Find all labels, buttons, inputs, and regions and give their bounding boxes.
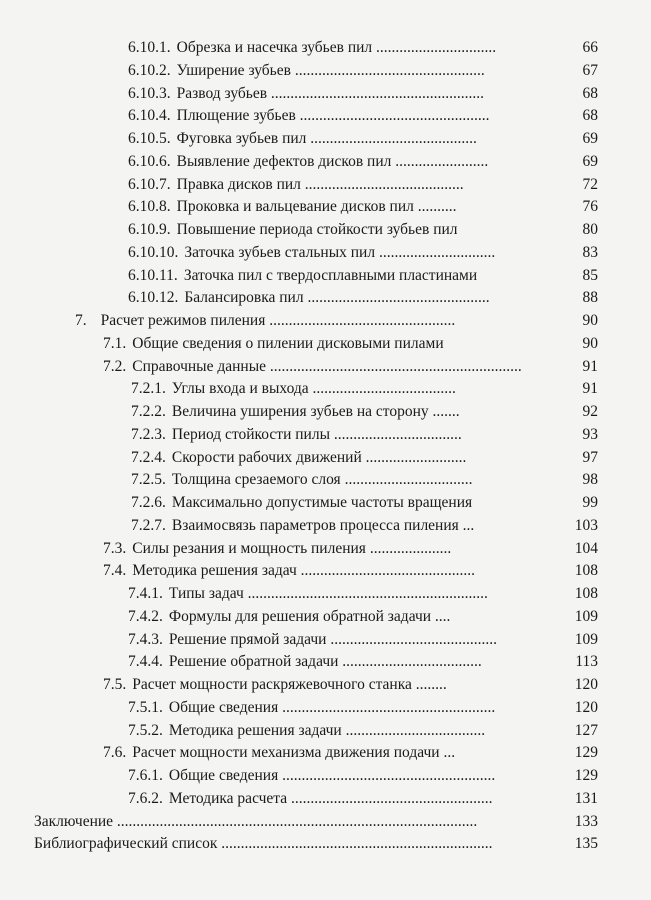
toc-entry [128, 606, 450, 629]
toc-entry-leader: ............................................. [296, 562, 476, 580]
toc-row [0, 37, 651, 60]
toc-entry [128, 60, 485, 83]
toc-entry-title: Заточка пил с твердосплавными пластинами [183, 266, 478, 284]
toc-row [0, 515, 651, 538]
toc-entry-leader: ... [439, 744, 456, 762]
toc-entry [131, 492, 472, 515]
toc-page-number: 129 [574, 744, 598, 762]
toc-row [0, 196, 651, 219]
toc-entry [128, 174, 464, 197]
toc-page-number: 103 [574, 516, 598, 534]
toc-page-number: 109 [574, 607, 598, 625]
toc-entry-title: Решение обратной задачи [168, 653, 339, 671]
toc-page-number: 131 [574, 789, 598, 807]
toc-page-number: 108 [574, 585, 598, 602]
toc-entry-title: Максимально допустимые частоты вращения [171, 494, 473, 511]
toc-entry-number: 7.2.7. [131, 516, 166, 534]
toc-entry-leader: ................................................. [295, 107, 490, 125]
toc-entry-leader: ........................ [391, 152, 489, 170]
toc-row [0, 811, 651, 834]
toc-row [0, 492, 651, 515]
toc-entry-number: 6.10.5. [128, 130, 171, 147]
toc-entry-number: 7.5.1. [128, 698, 163, 716]
toc-page-number: 83 [582, 243, 598, 261]
toc-entry-number: 7.6.1. [128, 767, 163, 784]
toc-entry [103, 560, 475, 583]
toc-entry-leader: .......................... [361, 448, 467, 466]
toc-row [0, 629, 651, 652]
toc-entry-leader: ................................................................. [265, 357, 522, 375]
toc-entry-number: 7.5. [103, 676, 127, 693]
toc-entry-title: Расчет режимов пиления [100, 312, 266, 329]
toc-entry-number: 7.4.4. [128, 653, 163, 671]
toc-entry [75, 310, 455, 333]
toc-row [0, 560, 651, 583]
toc-row [0, 83, 651, 106]
toc-entry-number: 7.2. [103, 357, 127, 375]
toc-entry-number: 7.2.4. [131, 448, 166, 466]
toc-entry [128, 128, 477, 151]
toc-page-number: 90 [582, 334, 598, 352]
toc-entry-leader: ................................................. [290, 61, 485, 79]
toc-page-number: 104 [574, 539, 598, 557]
toc-entry-title: Скорости рабочих движений [171, 448, 362, 466]
toc-entry-number: 7.4.1. [128, 585, 163, 602]
toc-entry-number: 7.2.1. [131, 380, 166, 398]
toc-entry-number: 7.5.2. [128, 721, 163, 739]
toc-entry-title: Методика расчета [168, 789, 288, 807]
toc-entry-number: 7.4. [103, 562, 127, 580]
toc-entry-title: Балансировка пил [184, 289, 304, 307]
toc-entry-title: Выявление дефектов дисков пил [176, 152, 392, 170]
toc-row [0, 469, 651, 492]
toc-page-number: 91 [582, 357, 598, 375]
toc-entry-title: Решение прямой задачи [168, 630, 327, 648]
toc-entry-leader: ............................................... [303, 289, 490, 307]
toc-entry-title: Расчет мощности раскряжевочного станка [132, 676, 412, 693]
toc-row [0, 447, 651, 470]
toc-entry-leader: ................................................ [265, 312, 456, 329]
toc-page-number: 120 [574, 698, 598, 716]
toc-entry-leader: .......... [413, 198, 457, 216]
toc-row [0, 606, 651, 629]
toc-page-number: 99 [582, 494, 598, 511]
toc-entry [131, 401, 460, 424]
toc-row [0, 742, 651, 765]
toc-entry-title: Формулы для решения обратной задачи [168, 607, 432, 625]
toc-page-number: 72 [582, 175, 598, 193]
toc-entry-leader: ....................................................... [267, 84, 485, 102]
toc-entry-leader: ....... [428, 403, 460, 420]
toc-entry-number: 7.2.2. [131, 403, 166, 420]
toc-entry-number: 6.10.9. [128, 221, 171, 238]
toc-entry-leader: ....................................................... [278, 698, 496, 716]
toc-row [0, 674, 651, 697]
toc-entry-number: 7.3. [103, 539, 127, 557]
toc-entry-title: Величина уширения зубьев на сторону [171, 403, 429, 420]
toc-row [0, 538, 651, 561]
toc-entry-number: 6.10.2. [128, 61, 171, 79]
toc-entry-title: Библиографический список [34, 835, 218, 853]
toc-entry [128, 287, 490, 310]
toc-page-number: 120 [574, 676, 598, 693]
toc-entry-title: Уширение зубьев [176, 61, 291, 79]
toc-row [0, 333, 651, 356]
toc-entry [131, 378, 456, 401]
toc-entry [34, 833, 493, 856]
toc-entry-title: Обрезка и насечка зубьев пил [176, 39, 373, 56]
toc-entry-leader: .............................. [375, 243, 496, 261]
toc-page-number: 69 [582, 152, 598, 170]
toc-entry-number: 6.10.12. [128, 289, 179, 307]
toc-entry-title: Заточка зубьев стальных пил [184, 243, 376, 261]
toc-entry-title: Толщина срезаемого слоя [171, 471, 341, 489]
toc-entry [128, 37, 496, 60]
toc-row [0, 401, 651, 424]
toc-entry [128, 105, 490, 128]
toc-entry [103, 356, 522, 379]
toc-row [0, 105, 651, 128]
toc-page-number: 98 [582, 471, 598, 489]
toc-entry-title: Проковка и вальцевание дисков пил [176, 198, 414, 216]
toc-page-number: 93 [582, 425, 598, 443]
toc-row [0, 151, 651, 174]
toc-entry [34, 811, 477, 834]
toc-entry [128, 765, 495, 788]
toc-entry [131, 447, 466, 470]
toc-page-number: 113 [575, 653, 598, 671]
toc-row [0, 651, 651, 674]
toc-entry [128, 151, 488, 174]
toc-entry [128, 697, 495, 720]
toc-page-number: 85 [582, 266, 598, 284]
toc-page-number: 66 [582, 39, 598, 56]
toc-row [0, 287, 651, 310]
toc-entry-number: 6.10.6. [128, 152, 171, 170]
toc-row [0, 424, 651, 447]
toc-page-number: 68 [582, 107, 598, 125]
toc-entry [131, 424, 462, 447]
toc-entry-number: 7.2.3. [131, 425, 166, 443]
toc-row [0, 174, 651, 197]
toc-entry [128, 242, 495, 265]
toc-row [0, 697, 651, 720]
toc-page-number: 80 [582, 221, 598, 238]
toc-row [0, 219, 651, 242]
toc-entry-title: Общие сведения [168, 698, 279, 716]
toc-row [0, 265, 651, 288]
toc-entry-leader: .................................... [341, 721, 486, 739]
toc-entry [131, 515, 474, 538]
toc-entry-leader: .............................................................. [243, 585, 488, 602]
toc-row [0, 378, 651, 401]
toc-entry [128, 651, 482, 674]
toc-row [0, 720, 651, 743]
toc-entry [128, 629, 497, 652]
toc-entry [128, 788, 493, 811]
toc-entry-title: Справочные данные [132, 357, 266, 375]
toc-entry-leader: .................................................... [287, 789, 493, 807]
toc-entry [103, 333, 444, 356]
toc-entry-leader: ..................... [365, 539, 452, 557]
toc-entry-leader: ...................................................................... [217, 835, 493, 853]
toc-entry-leader: ........................................... [326, 630, 497, 648]
toc-page-number: 88 [582, 289, 598, 307]
toc-page-number: 109 [574, 630, 598, 648]
toc-row [0, 242, 651, 265]
toc-entry-leader: ........................................... [306, 130, 477, 147]
toc-row [0, 356, 651, 379]
toc-entry-leader: ........ [411, 676, 447, 693]
toc-entry-title: Методика решения задачи [168, 721, 342, 739]
toc-row [0, 310, 651, 333]
toc-entry-title: Развод зубьев [176, 84, 268, 102]
toc-entry-number: 6.10.11. [128, 266, 178, 284]
toc-row [0, 788, 651, 811]
toc-entry [103, 742, 455, 765]
toc-entry [128, 265, 477, 288]
toc-page-number: 67 [582, 61, 598, 79]
toc-entry-number: 7.6.2. [128, 789, 163, 807]
toc-entry [103, 674, 447, 697]
toc-entry [131, 469, 472, 492]
toc-entry-leader: ............................... [372, 39, 497, 56]
table-of-contents [0, 37, 651, 856]
toc-page-number: 92 [582, 403, 598, 420]
toc-row [0, 765, 651, 788]
toc-entry-number: 6.10.8. [128, 198, 171, 216]
toc-entry-title: Плющение зубьев [176, 107, 296, 125]
toc-page-number: 90 [582, 312, 598, 329]
toc-entry-title: Правка дисков пил [176, 175, 301, 193]
toc-entry-leader: ......................................... [300, 175, 464, 193]
toc-page-number: 108 [574, 562, 598, 580]
toc-page-number: 76 [582, 198, 598, 216]
toc-page-number: 97 [582, 448, 598, 466]
toc-entry-leader: ... [458, 516, 475, 534]
toc-entry-number: 6.10.7. [128, 175, 171, 193]
toc-entry-number: 7.1. [103, 334, 127, 352]
toc-entry-number: 6.10.1. [128, 39, 171, 56]
toc-entry-number: 7.6. [103, 744, 127, 762]
toc-entry-title: Расчет мощности механизма движения подачи [132, 744, 440, 762]
toc-entry-title: Взаимосвязь параметров процесса пиления [171, 516, 459, 534]
toc-entry-number: 6.10.4. [128, 107, 171, 125]
toc-entry-number: 7.2.5. [131, 471, 166, 489]
toc-page-number: 91 [582, 380, 598, 398]
toc-entry-title: Общие сведения о пилении дисковыми пилами [132, 334, 444, 352]
toc-entry-number: 7.4.3. [128, 630, 163, 648]
toc-row [0, 128, 651, 151]
toc-entry-title: Общие сведения [168, 767, 279, 784]
toc-entry-number: 7.4.2. [128, 607, 163, 625]
toc-entry-leader: .... [431, 607, 451, 625]
toc-entry [128, 720, 485, 743]
toc-entry-title: Методика решения задач [132, 562, 297, 580]
toc-row [0, 833, 651, 856]
toc-entry [128, 196, 457, 219]
toc-row [0, 583, 651, 606]
toc-page-number: 129 [574, 767, 598, 784]
toc-entry-title: Повышение периода стойкости зубьев пил [176, 221, 458, 238]
toc-entry [128, 219, 458, 242]
toc-entry-title: Заключение [34, 812, 114, 830]
toc-entry-title: Период стойкости пилы [171, 425, 330, 443]
toc-page-number: 133 [574, 812, 598, 830]
toc-entry-leader: ................................. [330, 425, 462, 443]
toc-entry-number: 6.10.3. [128, 84, 171, 102]
toc-page-number: 69 [582, 130, 598, 147]
toc-entry-number: 7. [75, 312, 87, 329]
toc-entry-leader: .................................... [338, 653, 482, 671]
toc-entry [128, 83, 484, 106]
toc-entry-number: 7.2.6. [131, 494, 166, 511]
toc-page-number: 127 [574, 721, 598, 739]
toc-page-number: 68 [582, 84, 598, 102]
toc-entry-title: Углы входа и выхода [171, 380, 309, 398]
toc-entry-leader: ................................. [340, 471, 473, 489]
toc-entry-leader: ..................................... [308, 380, 456, 398]
toc-entry [103, 538, 451, 561]
toc-entry-number: 6.10.10. [128, 243, 179, 261]
toc-entry-title: Типы задач [168, 585, 244, 602]
toc-entry [128, 583, 488, 606]
toc-row [0, 60, 651, 83]
toc-entry-leader: ............................................................................................. [113, 812, 478, 830]
toc-entry-title: Силы резания и мощность пиления [132, 539, 366, 557]
toc-page-number: 135 [574, 835, 598, 853]
toc-entry-leader: ....................................................... [278, 767, 496, 784]
toc-entry-title: Фуговка зубьев пил [176, 130, 307, 147]
